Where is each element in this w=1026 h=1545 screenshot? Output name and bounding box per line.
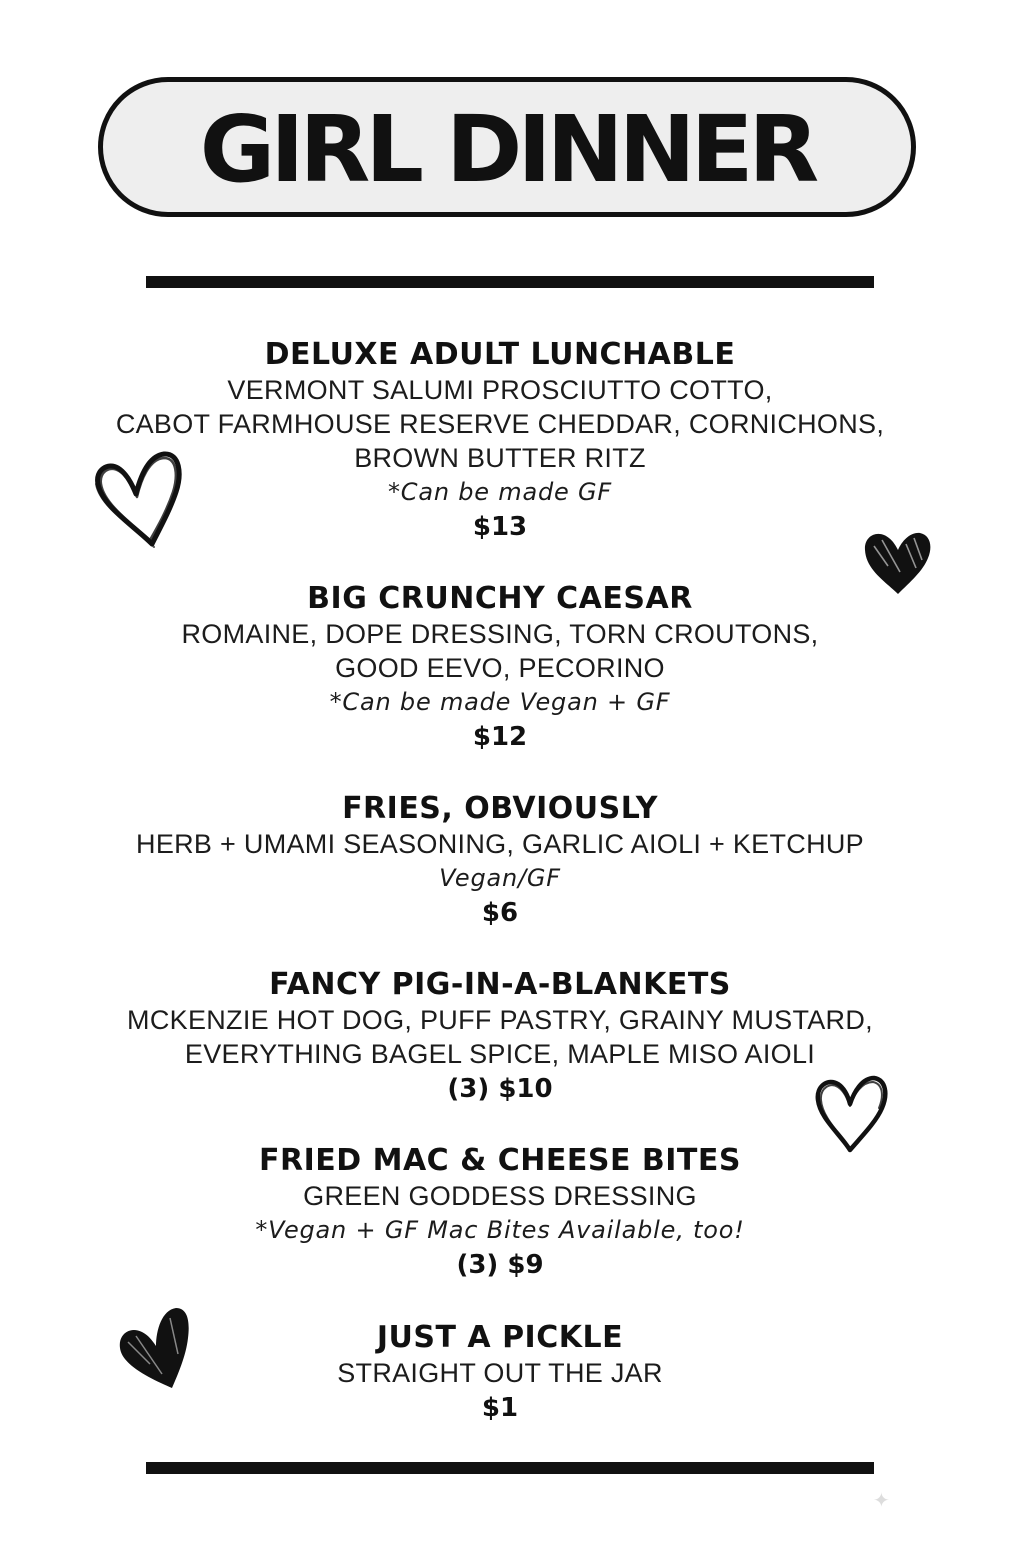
item-price: (3) $10 <box>447 1074 553 1104</box>
heart-filled-icon <box>114 1304 192 1392</box>
item-description-line: STRAIGHT OUT THE JAR <box>337 1358 663 1388</box>
title-banner <box>98 77 916 217</box>
item-name: FRIES, OBVIOUSLY <box>342 791 658 826</box>
item-description-line: VERMONT SALUMI PROSCIUTTO COTTO, <box>227 375 773 405</box>
item-description-line: EVERYTHING BAGEL SPICE, MAPLE MISO AIOLI <box>184 1039 816 1069</box>
item-price: $13 <box>472 512 528 542</box>
item-dietary-note: *Vegan + GF Mac Bites Available, too! <box>255 1216 745 1244</box>
top-divider <box>146 276 874 288</box>
sparkle-icon: ✦ <box>873 1488 890 1512</box>
item-name: DELUXE ADULT LUNCHABLE <box>264 337 736 372</box>
menu-item-fries-obviously <box>0 791 1000 931</box>
menu-item-fried-mac-and-cheese-bites <box>0 1143 1000 1283</box>
item-price: $12 <box>472 722 528 752</box>
item-description-line: HERB + UMAMI SEASONING, GARLIC AIOLI + KETCHUP <box>136 829 864 859</box>
menu-title: GIRL DINNER <box>199 95 815 203</box>
item-description-line: CABOT FARMHOUSE RESERVE CHEDDAR, CORNICHONS, <box>115 409 885 439</box>
item-description-line: BROWN BUTTER RITZ <box>354 443 646 473</box>
item-dietary-note: *Can be made Vegan + GF <box>329 688 671 716</box>
heart-outline-icon <box>812 1072 892 1154</box>
item-description-line: ROMAINE, DOPE DRESSING, TORN CROUTONS, <box>181 619 819 649</box>
item-name: FANCY PIG-IN-A-BLANKETS <box>269 967 731 1002</box>
item-description-line: GREEN GODDESS DRESSING <box>303 1181 697 1211</box>
item-dietary-note: Vegan/GF <box>439 864 561 892</box>
heart-filled-icon <box>862 526 934 598</box>
item-dietary-note: *Can be made GF <box>387 478 613 506</box>
item-name: BIG CRUNCHY CAESAR <box>307 581 693 616</box>
menu-item-big-crunchy-caesar <box>0 581 1000 755</box>
item-price: (3) $9 <box>456 1250 544 1280</box>
item-price: $6 <box>481 898 519 928</box>
bottom-divider <box>146 1462 874 1474</box>
item-description-line: MCKENZIE HOT DOG, PUFF PASTRY, GRAINY MUSTARD, <box>127 1005 873 1035</box>
item-price: $1 <box>481 1393 519 1423</box>
item-name: FRIED MAC & CHEESE BITES <box>259 1143 741 1178</box>
heart-outline-icon <box>90 448 186 552</box>
item-name: JUST A PICKLE <box>376 1320 624 1355</box>
item-description-line: GOOD EEVO, PECORINO <box>335 653 665 683</box>
